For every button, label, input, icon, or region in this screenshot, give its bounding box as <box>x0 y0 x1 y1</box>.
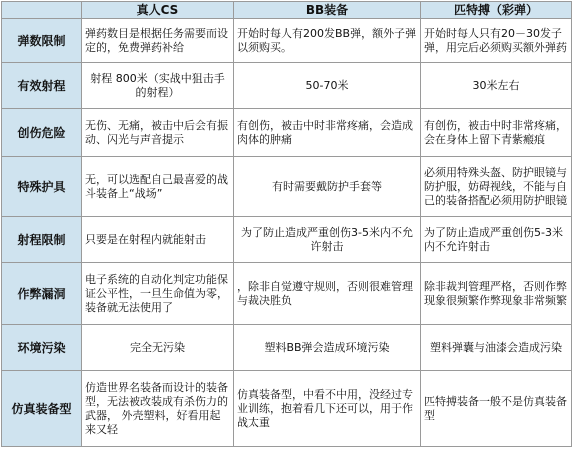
table-cell: 电子系统的自动化判定功能保证公平性，一旦生命值为零，装备就无法使用了 <box>82 263 234 325</box>
table-cell: 无伤、无痛，被击中后会有振动、闪光与声音提示 <box>82 109 234 157</box>
header-cell-real-cs: 真人CS <box>82 2 234 19</box>
table-cell: 仿造世界名装备而设计的装备型，无法被改装成有杀伤力的武器， 外壳塑料，好看用起来又轻 <box>82 371 234 447</box>
table-cell: 射程 800米（实战中狙击手的射程） <box>82 63 234 109</box>
table-cell: 开始时每人只有20－30发子弹，用完后必须购买额外弹药 <box>421 19 572 63</box>
table-row <box>2 19 572 63</box>
table-cell: 必须用特殊头盔、防护眼镜与防护服，妨碍视线，不能与自己的装备搭配必须用防护眼镜 <box>421 157 572 217</box>
table-cell: 有时需要戴防护手套等 <box>234 157 421 217</box>
table-cell: 有创伤，被击中时非常疼痛，会造成肉体的肿痛 <box>234 109 421 157</box>
table-cell: 50-70米 <box>234 63 421 109</box>
table-cell: 完全无污染 <box>82 325 234 371</box>
row-label: 有效射程 <box>2 63 82 109</box>
table-row <box>2 63 572 109</box>
table-row <box>2 217 572 263</box>
table-cell: 30米左右 <box>421 63 572 109</box>
comparison-table <box>1 1 572 447</box>
table-cell: 匹特搏装备一般不是仿真装备型 <box>421 371 572 447</box>
table-cell: 除非裁判管理严格，否则作弊现象很频繁作弊现象非常频繁 <box>421 263 572 325</box>
table-cell: 仿真装备型，中看不中用，没经过专业训练，抱着看几下还可以，用于作战太重 <box>234 371 421 447</box>
table-cell: 无，可以选配自己最喜爱的战斗装备上“战场” <box>82 157 234 217</box>
row-label: 作弊漏洞 <box>2 263 82 325</box>
row-label: 特殊护具 <box>2 157 82 217</box>
header-row <box>2 2 572 19</box>
table-row <box>2 157 572 217</box>
table-cell: 只要是在射程内就能射击 <box>82 217 234 263</box>
table-row <box>2 263 572 325</box>
table-cell: 为了防止造成严重创伤5-3米内不允许射击 <box>421 217 572 263</box>
table-cell: 弹药数目是根据任务需要而设定的，免费弹药补给 <box>82 19 234 63</box>
row-label: 弹数限制 <box>2 19 82 63</box>
table-cell: 有创伤，被击中时非常疼痛，会在身体上留下青紫瘢痕 <box>421 109 572 157</box>
table-row <box>2 109 572 157</box>
table-cell: 塑料BB弹会造成环境污染 <box>234 325 421 371</box>
table-cell: 塑料弹囊与油漆会造成污染 <box>421 325 572 371</box>
table-cell: ，除非自觉遵守规则，否则很难管理与裁决胜负 <box>234 263 421 325</box>
header-cell-paintball: 匹特搏（彩弹） <box>421 2 572 19</box>
header-cell-bb-gear: BB装备 <box>234 2 421 19</box>
row-label: 射程限制 <box>2 217 82 263</box>
table-cell: 为了防止造成严重创伤3-5米内不允许射击 <box>234 217 421 263</box>
table-row <box>2 325 572 371</box>
row-label: 仿真装备型 <box>2 371 82 447</box>
row-label: 环境污染 <box>2 325 82 371</box>
table-row <box>2 371 572 447</box>
header-cell-corner <box>2 2 82 19</box>
row-label: 创伤危险 <box>2 109 82 157</box>
table-cell: 开始时每人有200发BB弹，额外子弹以须购买。 <box>234 19 421 63</box>
